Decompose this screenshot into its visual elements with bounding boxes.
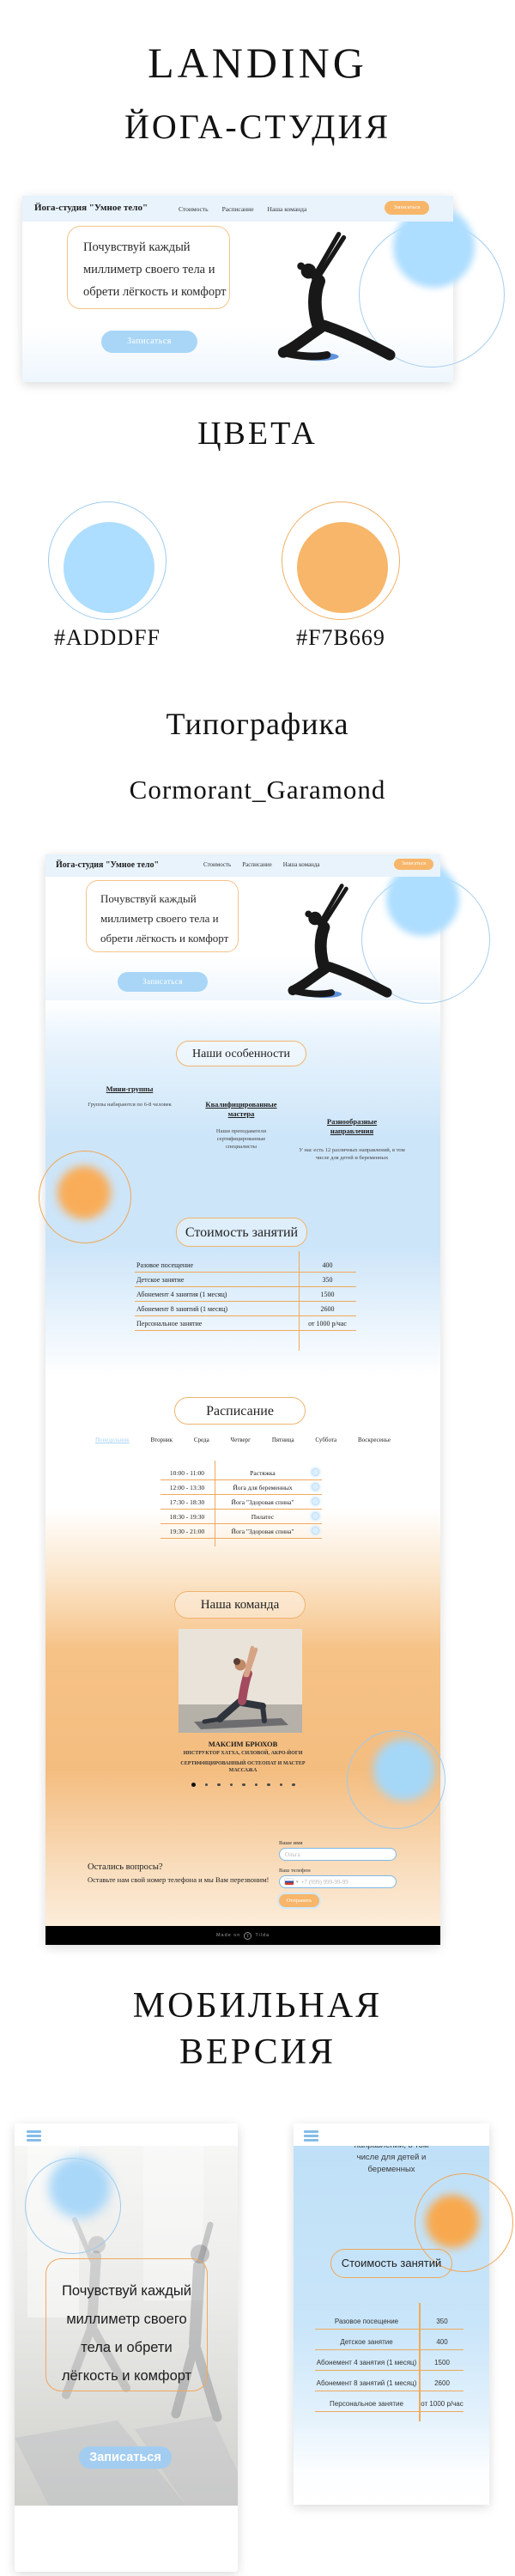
price-label: Абонемент 8 занятий (1 месяц) <box>136 1305 228 1313</box>
price-value: 2600 <box>434 2379 450 2387</box>
class-name: Пилатес <box>251 1513 275 1521</box>
trainer-role: ИНСТРУКТОР ХАТХА, СИЛОВОЙ, АКРО-ЙОГИ <box>183 1751 303 1756</box>
site-header <box>45 854 440 877</box>
carousel-dot[interactable] <box>205 1783 209 1787</box>
hamburger-menu-icon[interactable] <box>304 2130 318 2143</box>
table-row <box>161 1466 322 1480</box>
orange-swatch <box>297 522 388 613</box>
colors-heading: ЦВЕТА <box>197 416 318 452</box>
name-input[interactable] <box>285 1851 391 1858</box>
hero-headline-line: миллиметр своего тела и <box>100 912 219 925</box>
price-label: Абонемент 4 занятия (1 месяц) <box>136 1291 227 1298</box>
carousel-dot[interactable] <box>242 1783 245 1787</box>
tab-saturday[interactable]: Суббота <box>315 1437 337 1443</box>
carousel-dot[interactable] <box>292 1783 295 1787</box>
site-logo[interactable]: Йога-студия "Умное тело" <box>34 203 148 213</box>
site-logo[interactable]: Йога-студия "Умное тело" <box>56 860 160 870</box>
class-name: Йога для беременных <box>233 1484 293 1492</box>
mobile-headline-box <box>45 2258 208 2391</box>
table-row <box>161 1510 322 1524</box>
mobile-header <box>15 2123 238 2146</box>
nav-link-team[interactable]: Наша команда <box>282 861 320 868</box>
tab-tuesday[interactable]: Вторник <box>150 1437 173 1443</box>
table-row <box>315 2330 464 2350</box>
table-row <box>135 1316 356 1331</box>
mobile-pricing-screenshot <box>294 2123 489 2505</box>
desktop-hero-screenshot <box>22 196 453 382</box>
hero-headline-box <box>86 880 239 952</box>
feature-text-mini-groups: Группы набираются по 6-8 человек <box>88 1102 172 1108</box>
phone-field[interactable] <box>279 1875 397 1888</box>
presentation-subtitle: ЙОГА-СТУДИЯ <box>124 107 391 146</box>
desktop-full-page-screenshot <box>45 854 440 1945</box>
nav-link-team[interactable]: Наша команда <box>267 205 307 213</box>
yoga-pose-illustration <box>253 215 396 368</box>
class-select-toggle[interactable] <box>312 1483 319 1491</box>
blue-hex-label: #ADDDFF <box>53 625 161 650</box>
hero-headline-line: Почувствуй каждый <box>83 240 191 254</box>
nav-link-pricing[interactable]: Стоимость <box>179 205 209 213</box>
price-label: Разовое посещение <box>136 1261 193 1269</box>
hamburger-menu-icon[interactable] <box>27 2130 41 2143</box>
class-select-toggle[interactable] <box>312 1527 319 1534</box>
tab-wednesday[interactable]: Среда <box>193 1437 209 1443</box>
typography-heading: Типографика <box>166 707 349 741</box>
mobile-headline-line: Почувствуй каждый <box>62 2283 191 2299</box>
hero-headline-line: обрети лёгкость и комфорт <box>83 285 227 299</box>
mobile-pricing-title: Стоимость занятий <box>330 2249 452 2278</box>
mobile-headline-line: миллиметр своего <box>66 2312 187 2327</box>
class-time: 12:00 - 13:30 <box>169 1484 205 1492</box>
price-value: от 1000 р/час <box>421 2400 464 2408</box>
tab-thursday[interactable]: Четверг <box>230 1437 251 1443</box>
phone-field-label: Ваш телефон <box>279 1868 311 1874</box>
carousel-dot[interactable] <box>230 1783 233 1787</box>
carousel-dot[interactable] <box>217 1783 221 1787</box>
tab-friday[interactable]: Пятница <box>271 1437 294 1443</box>
price-label: Детское занятие <box>136 1276 185 1284</box>
price-label: Персональное занятие <box>136 1320 203 1327</box>
hero-signup-button[interactable]: Записаться <box>101 331 197 353</box>
feature-title-directions[interactable]: Разнообразные направления <box>326 1117 378 1135</box>
class-time: 17:30 - 18:30 <box>169 1498 205 1506</box>
made-on-label: Made on <box>215 1933 241 1938</box>
hero-headline-line: миллиметр своего тела и <box>83 263 215 276</box>
class-select-toggle[interactable] <box>312 1468 319 1476</box>
carousel-dot[interactable] <box>280 1783 283 1787</box>
table-row <box>135 1287 356 1302</box>
nav-link-schedule[interactable]: Расписание <box>242 861 272 868</box>
class-name: Растяжка <box>250 1469 276 1477</box>
table-row <box>161 1480 322 1495</box>
table-row <box>135 1302 356 1316</box>
price-value: 350 <box>322 1276 333 1284</box>
table-row <box>315 2350 464 2371</box>
presentation-title: LANDING <box>148 39 367 87</box>
trainer-photo-illustration <box>179 1629 302 1733</box>
mobile-pricing-body <box>294 2146 489 2505</box>
price-value: 400 <box>436 2338 448 2346</box>
team-section-title: Наша команда <box>174 1591 306 1619</box>
pricing-table <box>135 1258 356 1331</box>
mobile-pricing-table <box>315 2309 464 2412</box>
mobile-headline-line: лёгкость и комфорт <box>61 2368 192 2384</box>
table-row <box>161 1495 322 1510</box>
table-row <box>315 2309 464 2330</box>
name-field-label: Ваше имя <box>279 1840 303 1846</box>
blue-blob-decoration <box>49 2156 111 2218</box>
site-footer <box>45 1926 440 1945</box>
price-value: 400 <box>322 1261 333 1269</box>
mobile-header <box>294 2123 489 2146</box>
russia-flag-icon <box>285 1879 294 1885</box>
mobile-signup-button[interactable]: Записаться <box>79 2446 172 2469</box>
site-nav <box>179 205 306 213</box>
class-select-toggle[interactable] <box>312 1512 319 1520</box>
submit-button[interactable]: Отправить <box>279 1894 319 1907</box>
hero-headline-line: Почувствуй каждый <box>100 892 197 905</box>
table-divider <box>299 1251 300 1351</box>
typography-font-name: Cormorant_Garamond <box>129 775 386 805</box>
blue-blob-decoration <box>373 1739 435 1801</box>
phone-input[interactable] <box>301 1879 391 1886</box>
price-value: 1500 <box>320 1291 335 1298</box>
orange-hex-label: #F7B669 <box>296 625 385 650</box>
price-value: 1500 <box>434 2359 450 2366</box>
trainer-name: МАКСИМ БРЮХОВ <box>208 1740 278 1748</box>
feature-text-masters: Наши преподаватели сертифицированные специалисты <box>215 1128 267 1150</box>
tilda-brand-label[interactable]: Tilda <box>255 1933 270 1938</box>
hero-signup-button[interactable]: Записаться <box>118 972 208 992</box>
tilda-icon: T <box>244 1932 251 1940</box>
price-label: Персональное занятие <box>330 2400 403 2408</box>
mobile-heading-line2: ВЕРСИЯ <box>179 2032 336 2072</box>
feature-title-masters[interactable]: Квалифицированные мастера <box>205 1100 277 1118</box>
table-divider <box>419 2303 421 2421</box>
table-row <box>315 2371 464 2391</box>
nav-link-pricing[interactable]: Стоимость <box>203 861 232 868</box>
class-time: 18:30 - 19:30 <box>169 1513 205 1521</box>
trainer-role: СЕРТИФИЦИРОВАННЫЙ ОСТЕОПАТ И МАСТЕР МАССАЖА <box>180 1761 306 1773</box>
class-time: 10:00 - 11:00 <box>169 1469 205 1477</box>
hero-body <box>45 877 440 1000</box>
mobile-hero-screenshot <box>15 2123 238 2572</box>
name-field[interactable] <box>279 1848 397 1861</box>
header-signup-button[interactable]: Записаться <box>385 201 429 215</box>
price-value: 2600 <box>320 1305 335 1313</box>
blue-swatch <box>64 522 154 613</box>
price-value: от 1000 р/час <box>308 1320 347 1327</box>
price-label: Абонемент 8 занятий (1 месяц) <box>316 2379 417 2387</box>
schedule-day-tabs <box>95 1437 391 1443</box>
carousel-dot[interactable] <box>267 1783 270 1787</box>
hero-section <box>22 222 453 382</box>
clipped-text-line: беременных <box>367 2165 415 2174</box>
contact-subtext: Оставьте нам свой номер телефона и мы Вам перезвоним! <box>88 1875 270 1884</box>
class-name: Йога "Здоровая спина" <box>231 1528 294 1535</box>
trainer-photo <box>179 1629 302 1733</box>
page-hero-section <box>45 854 440 1000</box>
feature-text-directions: У нас есть 12 различных направлений, в том числе для детей и беременных <box>299 1147 405 1161</box>
pricing-section-title: Стоимость занятий <box>176 1218 307 1247</box>
table-row <box>135 1273 356 1287</box>
price-label: Разовое посещение <box>334 2318 399 2325</box>
price-label: Детское занятие <box>340 2338 393 2346</box>
contact-question: Остались вопросы? <box>88 1862 163 1872</box>
chevron-down-icon[interactable]: ▾ <box>296 1880 299 1885</box>
price-label: Абонемент 4 занятия (1 месяц) <box>316 2359 417 2366</box>
features-section-title: Наши особенности <box>176 1041 306 1066</box>
mobile-heading-line1: МОБИЛЬНАЯ <box>132 1986 383 2026</box>
price-value: 350 <box>436 2318 448 2325</box>
class-name: Йога "Здоровая спина" <box>231 1498 294 1506</box>
schedule-section-title: Расписание <box>174 1397 306 1425</box>
site-nav <box>203 861 320 868</box>
mobile-hero-photo <box>15 2146 238 2506</box>
hero-headline-line: обрети лёгкость и комфорт <box>100 932 229 945</box>
feature-title-mini-groups[interactable]: Мини-группы <box>106 1084 154 1093</box>
orange-blob-decoration <box>58 1166 111 1219</box>
class-select-toggle[interactable] <box>312 1498 319 1505</box>
table-row <box>135 1258 356 1273</box>
orange-blob-decoration <box>426 2195 479 2248</box>
hero-headline-box <box>67 226 230 309</box>
table-row <box>315 2391 464 2412</box>
yoga-pose-illustration <box>266 871 392 1004</box>
mobile-headline-line: тела и обрети <box>81 2340 173 2355</box>
tab-monday[interactable]: Понедельник <box>95 1437 130 1443</box>
nav-link-schedule[interactable]: Расписание <box>221 205 254 213</box>
tab-sunday[interactable]: Воскресенье <box>357 1437 391 1443</box>
table-row <box>161 1524 322 1539</box>
schedule-table <box>161 1466 322 1539</box>
carousel-dot[interactable] <box>255 1783 258 1787</box>
site-header <box>22 196 453 222</box>
header-signup-button[interactable]: Записаться <box>394 859 433 870</box>
carousel-dot-active[interactable] <box>191 1783 196 1787</box>
class-time: 19:30 - 21:00 <box>169 1528 205 1535</box>
clipped-text-line: числе для детей и <box>356 2153 427 2162</box>
